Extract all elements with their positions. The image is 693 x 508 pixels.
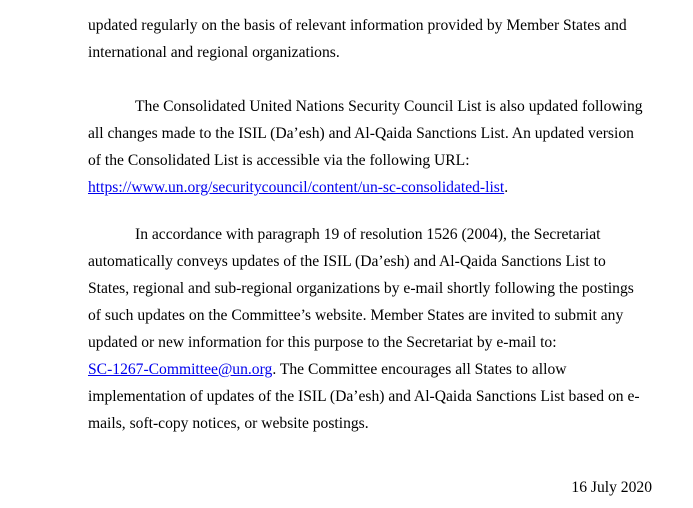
link-suffix: . [504, 179, 509, 196]
text-line: all changes made to the ISIL (Da’esh) and Al-Qaida Sanctions List. An updated version [88, 125, 634, 142]
text-line: of such updates on the Committee’s website. Member States are invited to submit any [88, 307, 624, 324]
email-suffix: . The Committee encourages all States to allow [272, 361, 567, 378]
text-line: States, regional and sub-regional organizations by e-mail shortly following the postings [88, 280, 634, 297]
text-line: updated or new information for this purpose to the Secretariat by e-mail to: [88, 334, 557, 351]
text-line [88, 361, 567, 379]
text-line: of the Consolidated List is accessible via the following URL: [88, 152, 470, 169]
text-line: automatically conveys updates of the ISIL (Da’esh) and Al-Qaida Sanctions List to [88, 253, 606, 270]
consolidated-list-link[interactable]: https://www.un.org/securitycouncil/content/un-sc-consolidated-list [88, 179, 505, 196]
text-line [88, 179, 508, 197]
text-line: The Consolidated United Nations Security Council List is also updated following [135, 98, 643, 115]
committee-email-link[interactable]: SC-1267-Committee@un.org [88, 361, 273, 378]
text-line: implementation of updates of the ISIL (Da’esh) and Al-Qaida Sanctions List based on e- [88, 388, 640, 405]
document-date: 16 July 2020 [571, 479, 652, 496]
text-line: In accordance with paragraph 19 of resolution 1526 (2004), the Secretariat [135, 226, 601, 243]
text-line: international and regional organizations. [88, 44, 340, 61]
text-line: mails, soft-copy notices, or website postings. [88, 415, 369, 432]
text-line: updated regularly on the basis of relevant information provided by Member States and [88, 17, 627, 34]
